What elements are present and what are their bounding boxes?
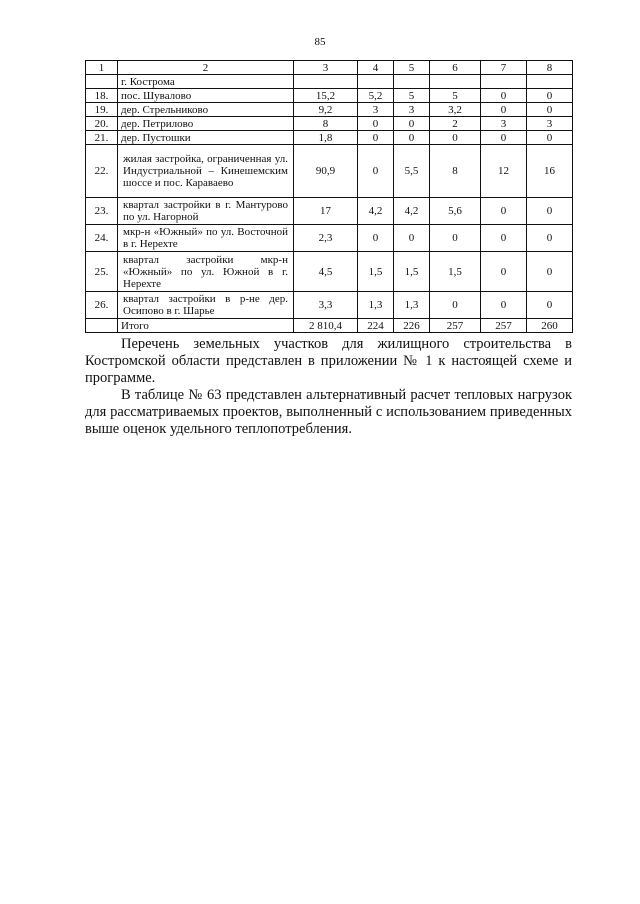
row-number: 26. <box>86 292 118 319</box>
total-cell: 224 <box>358 319 394 333</box>
table-row-city <box>86 75 573 89</box>
row-value: 0 <box>358 225 394 252</box>
row-value: 0 <box>481 292 527 319</box>
row-value: 1,5 <box>358 252 394 292</box>
row-value: 0 <box>481 89 527 103</box>
row-value: 0 <box>430 225 481 252</box>
row-value: 90,9 <box>294 145 358 198</box>
row-name: мкр-н «Южный» по ул. Восточной в г. Нерехте <box>118 225 294 252</box>
header-cell: 5 <box>394 61 430 75</box>
row-value: 8 <box>430 145 481 198</box>
row-value: 3 <box>481 117 527 131</box>
row-value: 0 <box>358 117 394 131</box>
row-value: 0 <box>527 292 573 319</box>
table-row <box>86 89 573 103</box>
row-value: 1,3 <box>394 292 430 319</box>
row-value: 4,2 <box>358 198 394 225</box>
row-value: 0 <box>527 131 573 145</box>
row-value: 1,8 <box>294 131 358 145</box>
row-number: 22. <box>86 145 118 198</box>
row-value: 1,5 <box>430 252 481 292</box>
row-value: 3,2 <box>430 103 481 117</box>
row-number: 23. <box>86 198 118 225</box>
total-cell: 2 810,4 <box>294 319 358 333</box>
table-row <box>86 131 573 145</box>
row-value: 2,3 <box>294 225 358 252</box>
row-value: 3 <box>527 117 573 131</box>
row-value: 2 <box>430 117 481 131</box>
row-value: 0 <box>358 145 394 198</box>
row-name: дер. Петрилово <box>118 117 294 131</box>
table-row <box>86 145 573 198</box>
city-label: г. Кострома <box>118 75 294 89</box>
row-value: 0 <box>481 131 527 145</box>
row-number: 19. <box>86 103 118 117</box>
row-value: 0 <box>527 103 573 117</box>
row-value: 5,6 <box>430 198 481 225</box>
row-value: 8 <box>294 117 358 131</box>
row-value: 5,5 <box>394 145 430 198</box>
table-header-row <box>86 61 573 75</box>
row-name: жилая застройка, ограниченная ул. Индустриальной – Кинешемским шоссе и пос. Караваево <box>118 145 294 198</box>
row-value: 9,2 <box>294 103 358 117</box>
row-value: 0 <box>527 252 573 292</box>
row-name: квартал застройки в г. Мантурово по ул. Нагорной <box>118 198 294 225</box>
row-value: 0 <box>527 225 573 252</box>
row-value: 17 <box>294 198 358 225</box>
row-name: дер. Стрельниково <box>118 103 294 117</box>
table-row <box>86 198 573 225</box>
row-value: 0 <box>358 131 394 145</box>
table-row-total <box>86 319 573 333</box>
header-cell: 7 <box>481 61 527 75</box>
table-row <box>86 117 573 131</box>
header-cell: 3 <box>294 61 358 75</box>
total-cell: 257 <box>430 319 481 333</box>
row-number: 20. <box>86 117 118 131</box>
table-row <box>86 103 573 117</box>
paragraph: В таблице № 63 представлен альтернативный расчет тепловых нагрузок для рассматриваемых проектов, выполненный с использованием приведенных выше оценок удельного теплопотребления. <box>85 387 572 437</box>
page-number: 85 <box>314 36 326 48</box>
row-value: 5 <box>394 89 430 103</box>
row-value: 3 <box>394 103 430 117</box>
row-value: 3 <box>358 103 394 117</box>
row-value: 0 <box>394 131 430 145</box>
row-value: 4,5 <box>294 252 358 292</box>
header-cell: 4 <box>358 61 394 75</box>
row-name: квартал застройки в р-не дер. Осипово в г. Шарье <box>118 292 294 319</box>
row-value: 0 <box>527 198 573 225</box>
body-text <box>85 336 572 438</box>
row-value: 3,3 <box>294 292 358 319</box>
row-name: квартал застройки мкр-н «Южный» по ул. Южной в г. Нерехте <box>118 252 294 292</box>
row-value: 0 <box>394 117 430 131</box>
total-cell: 257 <box>481 319 527 333</box>
row-value: 1,5 <box>394 252 430 292</box>
row-value: 15,2 <box>294 89 358 103</box>
header-cell: 1 <box>86 61 118 75</box>
row-value: 12 <box>481 145 527 198</box>
row-value: 5 <box>430 89 481 103</box>
row-value: 0 <box>481 198 527 225</box>
row-value: 0 <box>481 225 527 252</box>
table-row <box>86 292 573 319</box>
row-value: 16 <box>527 145 573 198</box>
total-label: Итого <box>118 319 294 333</box>
row-value: 0 <box>430 131 481 145</box>
row-value: 0 <box>481 103 527 117</box>
row-value: 4,2 <box>394 198 430 225</box>
row-number: 24. <box>86 225 118 252</box>
table-row <box>86 225 573 252</box>
header-cell: 8 <box>527 61 573 75</box>
row-name: пос. Шувалово <box>118 89 294 103</box>
table-row <box>86 252 573 292</box>
row-number: 25. <box>86 252 118 292</box>
row-value: 5,2 <box>358 89 394 103</box>
total-cell: 226 <box>394 319 430 333</box>
row-value: 0 <box>481 252 527 292</box>
row-value: 0 <box>430 292 481 319</box>
row-value: 0 <box>527 89 573 103</box>
paragraph: Перечень земельных участков для жилищного строительства в Костромской области представлен в приложении № 1 к настоящей схеме и программе. <box>85 336 572 386</box>
row-value: 1,3 <box>358 292 394 319</box>
header-cell: 2 <box>118 61 294 75</box>
row-name: дер. Пустошки <box>118 131 294 145</box>
row-number: 18. <box>86 89 118 103</box>
data-table <box>85 60 573 333</box>
header-cell: 6 <box>430 61 481 75</box>
row-number: 21. <box>86 131 118 145</box>
total-cell: 260 <box>527 319 573 333</box>
row-value: 0 <box>394 225 430 252</box>
